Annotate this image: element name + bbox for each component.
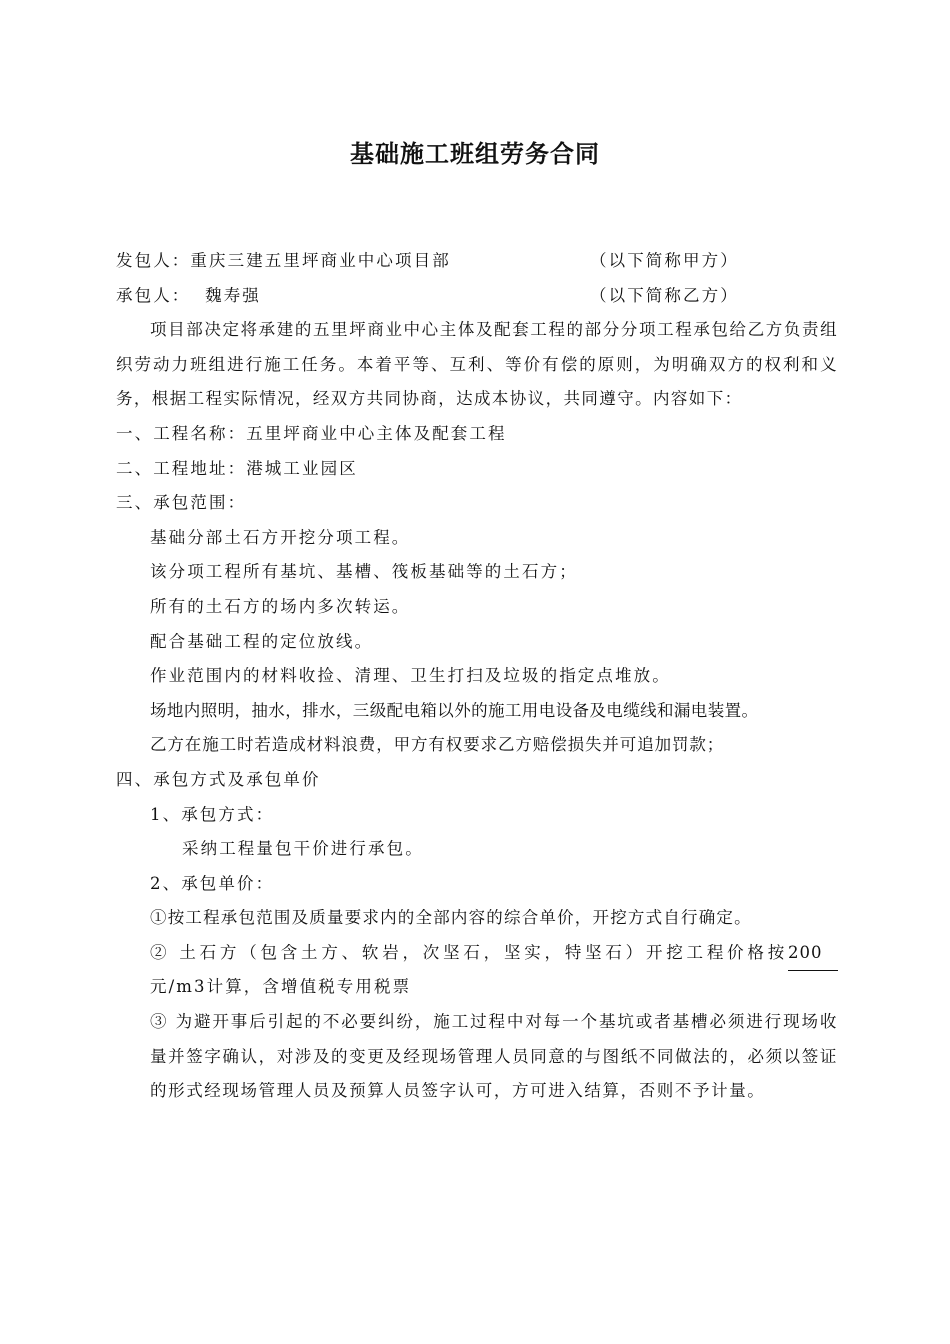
party-b-note: （以下简称乙方）: [590, 285, 739, 305]
party-b-line: [116, 279, 838, 314]
price-clause-3: ③ 为避开事后引起的不必要纠纷，施工过程中对每一个基坑或者基槽必须进行现场收量并签字确认，对涉及的变更及经现场管理人员同意的与图纸不同做法的，必须以签证的形式经现场管理人员及预算人员签字认可，方可进入结算，否则不予计量。: [150, 1012, 838, 1101]
section-contract-method-heading: 四、承包方式及承包单价: [116, 769, 321, 789]
section-project-address: 二、工程地址：港城工业园区: [116, 458, 358, 478]
price-value: 200: [788, 936, 838, 972]
party-a-note: （以下简称甲方）: [590, 251, 739, 270]
scope-item: 场地内照明，抽水，排水，三级配电箱以外的施工用电设备及电缆线和漏电装置。: [150, 700, 759, 720]
scope-item: 所有的土石方的场内多次转运。: [150, 596, 411, 616]
contract-body: [116, 244, 838, 1109]
price-clause-1: ①按工程承包范围及质量要求内的全部内容的综合单价，开挖方式自行确定。: [150, 908, 752, 928]
subsection-method-heading: 1、承包方式：: [150, 804, 275, 824]
party-b-label: 承包人： 魏寿强: [116, 285, 261, 305]
price-clause-2-line: [116, 936, 838, 971]
party-a-label: 发包人：重庆三建五里坪商业中心项目部: [116, 251, 451, 270]
subsection-price-heading: 2、承包单价：: [150, 873, 275, 893]
scope-item: 配合基础工程的定位放线。: [150, 631, 374, 651]
scope-item: 乙方在施工时若造成材料浪费，甲方有权要求乙方赔偿损失并可追加罚款；: [150, 735, 725, 755]
section-project-name: 一、工程名称：五里坪商业中心主体及配套工程: [116, 423, 507, 443]
scope-item: 基础分部土石方开挖分项工程。: [150, 527, 411, 547]
scope-item: 该分项工程所有基坑、基槽、筏板基础等的土石方；: [150, 562, 578, 582]
scope-item: 作业范围内的材料收捡、清理、卫生打扫及垃圾的指定点堆放。: [150, 666, 671, 686]
price-clause-2-cont: 元/m3计算，含增值税专用税票: [150, 977, 412, 997]
section-scope-heading: 三、承包范围：: [116, 493, 247, 513]
document-title: 基础施工班组劳务合同: [350, 139, 600, 168]
subsection-method-text: 采纳工程量包干价进行承包。: [182, 839, 424, 859]
price-clause-2-text: ② 土石方（包含土方、软岩，次坚石，坚实，特坚石）开挖工程价格按: [150, 942, 788, 962]
party-a-line: [116, 244, 838, 279]
intro-paragraph: 项目部决定将承建的五里坪商业中心主体及配套工程的部分分项工程承包给乙方负责组织劳动力班组进行施工任务。本着平等、互利、等价有偿的原则，为明确双方的权利和义务，根据工程实际情况，经双方共同协商，达成本协议，共同遵守。内容如下：: [116, 320, 838, 409]
